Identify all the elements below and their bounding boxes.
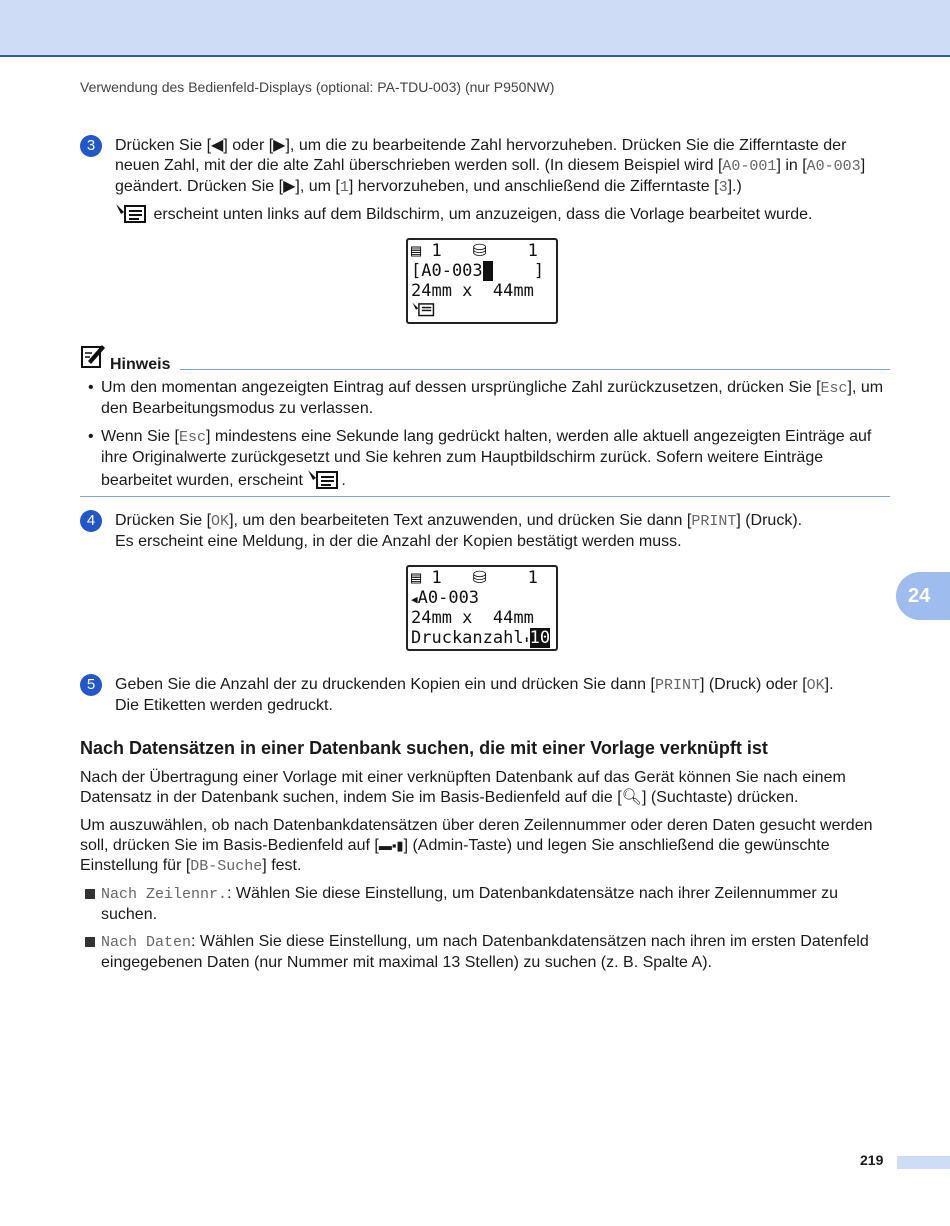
admin-key-icon: ▬▪▮ xyxy=(378,838,404,853)
note-item: • Um den momentan angezeigten Eintrag auf dessen ursprüngliche Zahl zurückzusetzen, drücken Sie [Esc], um den Bearbeitungsmodus zu verlassen. xyxy=(88,379,884,417)
step-number: 4 xyxy=(80,510,102,532)
edit-template-icon xyxy=(115,202,149,230)
note-icon xyxy=(80,343,106,374)
option-item: Nach Zeilennr.: Wählen Sie diese Einstellung, um Datenbankdatensätze nach ihrer Zeilennummer zu suchen. xyxy=(80,884,890,925)
search-key-icon: 🔍︎ xyxy=(621,789,642,806)
header-band xyxy=(0,0,950,57)
chapter-tab: 24 xyxy=(896,572,950,620)
right-arrow-icon: ▶ xyxy=(283,178,296,195)
note-divider xyxy=(80,496,890,497)
cursor xyxy=(483,261,493,281)
edit-template-icon xyxy=(411,302,437,322)
right-arrow-icon: ▶ xyxy=(273,137,286,154)
copies-value: 10 xyxy=(529,628,551,648)
section-heading: Nach Datensätzen in einer Datenbank suchen, die mit einer Vorlage verknüpft ist xyxy=(80,738,768,758)
left-arrow-icon: ◀ xyxy=(211,137,224,154)
lcd-display-edit: ▤ 1 ⛁ 1 [A0-003 ] 24mm x 44mm xyxy=(406,238,558,324)
paragraph: Um auszuwählen, ob nach Datenbankdatensätzen über deren Zeilennummer oder deren Daten gesucht werden soll, drücken Sie im Basis-Bedienfeld auf [▬▪▮] (Admin-Taste) und legen Sie anschließend die gewünschte Einstellung für [DB-Suche] fest. xyxy=(80,817,873,875)
step-number: 3 xyxy=(80,135,102,157)
database-icon: ⛁ xyxy=(472,241,487,261)
lcd-display-print: ▤ 1 ⛁ 1 ◀A0-003 24mm x 44mm Druckanzahl⬍10 xyxy=(406,565,558,651)
step-3: 3 Drücken Sie [◀] oder [▶], um die zu bearbeitende Zahl hervorzuheben. Drücken Sie die Zifferntaste der neuen Zahl, mit der die alte Zahl überschrieben werden soll. (In diesem Beispiel wird [A0-001] in [A0-003] geändert. Drücken Sie [▶], um [1] hervorzuheben, und anschließend die Zifferntaste [3].) erscheint unten links auf dem Bildschirm, um anzuzeigen, dass die Vorlage bearbeitet wurde. xyxy=(80,136,890,230)
step-5: 5 Geben Sie die Anzahl der zu druckenden Kopien ein und drücken Sie dann [PRINT] (Druck) oder [OK]. Die Etiketten werden gedruckt. xyxy=(80,675,890,716)
up-down-icon: ⬍ xyxy=(523,635,530,646)
edit-template-icon xyxy=(307,468,341,496)
paragraph: Nach der Übertragung einer Vorlage mit einer verknüpften Datenbank auf das Gerät können Sie nach einem Datensatz in der Datenbank suchen, indem Sie im Basis-Bedienfeld auf die [🔍︎] (Suchtaste) drücken. xyxy=(80,769,846,806)
step-4: 4 Drücken Sie [OK], um den bearbeiteten Text anzuwenden, und drücken Sie dann [PRINT] (Druck). Es erscheint eine Meldung, in der die Anzahl der Kopien bestätigt werden muss. xyxy=(80,511,890,552)
running-title: Verwendung des Bedienfeld-Displays (optional: PA-TDU-003) (nur P950NW) xyxy=(80,79,555,95)
note-box xyxy=(80,343,890,496)
page-bar xyxy=(897,1156,950,1169)
page-number: 219 xyxy=(860,1152,884,1168)
template-icon: ▤ xyxy=(411,241,422,261)
note-item: • Wenn Sie [Esc] mindestens eine Sekunde lang gedrückt halten, werden alle aktuell angezeigten Einträge auf ihre Originalwerte zurückgesetzt und Sie kehren zum Hauptbildschirm zurück. Sofern weitere Einträge bearbeitet wurden, erscheint . xyxy=(80,427,890,496)
left-arrow-icon: ◀ xyxy=(411,593,418,606)
template-icon: ▤ xyxy=(411,568,422,588)
step-number: 5 xyxy=(80,674,102,696)
database-icon: ⛁ xyxy=(472,568,487,588)
note-title: Hinweis xyxy=(110,356,171,373)
option-item: Nach Daten: Wählen Sie diese Einstellung, um nach Datenbankdatensätzen nach ihren im ersten Datenfeld eingegebenen Daten (nur Nummer mit maximal 13 Stellen) zu suchen (z. B. Spalte A). xyxy=(80,932,890,973)
